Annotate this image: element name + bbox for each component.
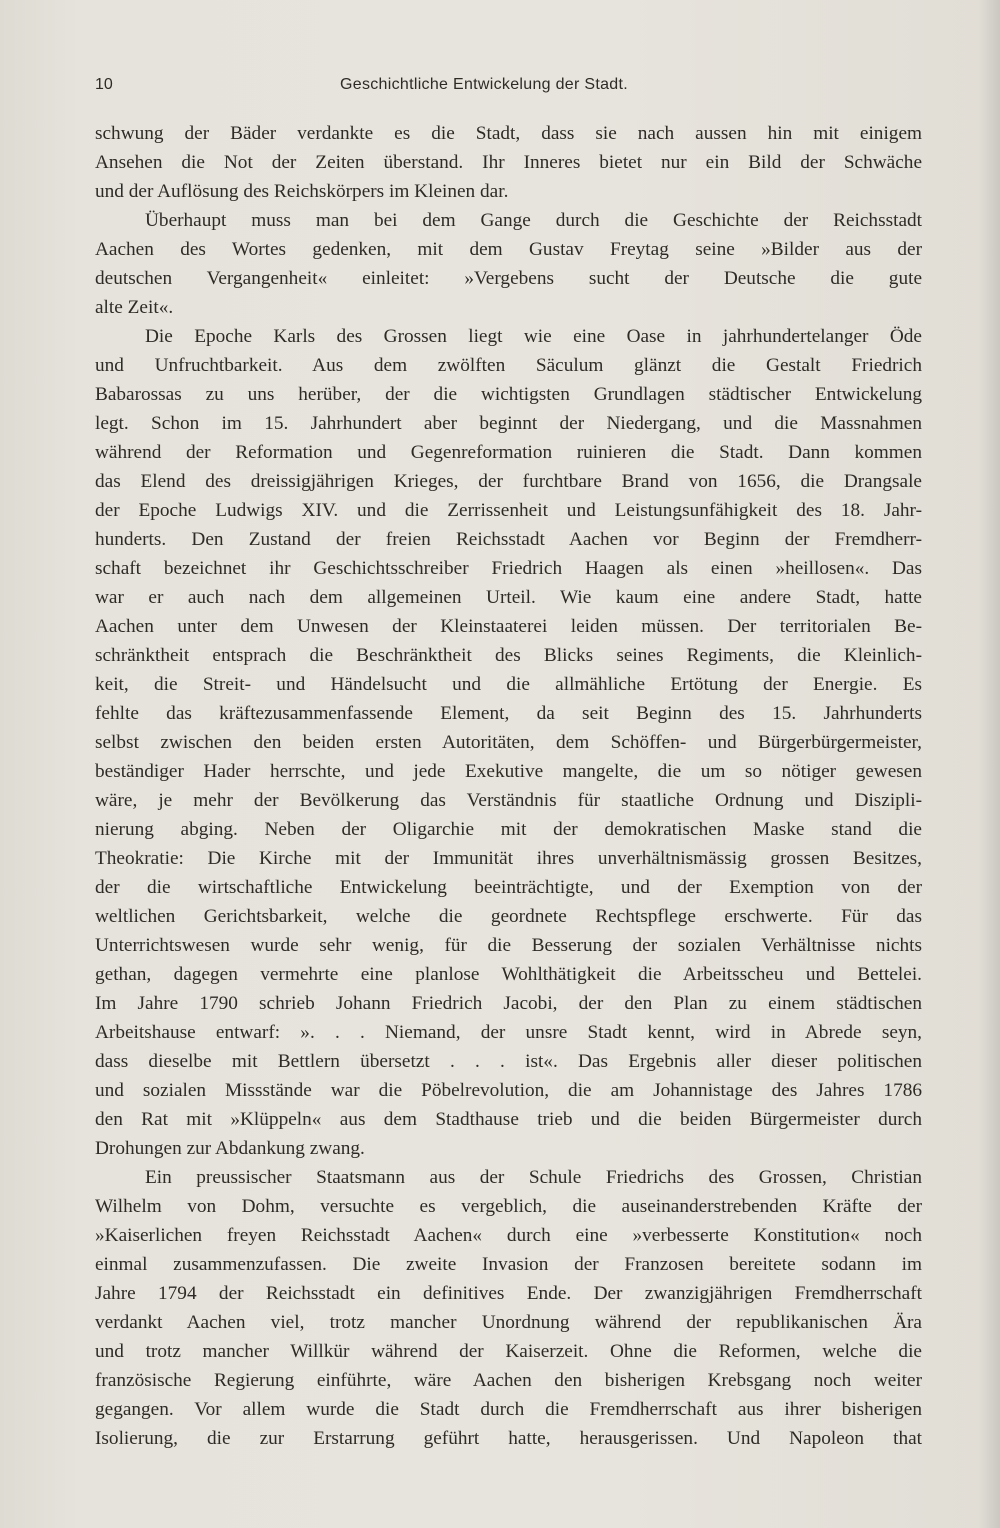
text-line: Aachen des Wortes gedenken, mit dem Gustav Freytag seine »Bilder aus der [95, 239, 922, 260]
text-line: Im Jahre 1790 schrieb Johann Friedrich Jacobi, der den Plan zu einem städtischen [95, 993, 922, 1014]
text-line: und Unfruchtbarkeit. Aus dem zwölften Säculum glänzt die Gestalt Friedrich [95, 355, 922, 376]
text-line: Überhaupt muss man bei dem Gange durch die Geschichte der Reichsstadt [145, 210, 922, 231]
text-line: Wilhelm von Dohm, versuchte es vergeblich, die auseinanderstrebenden Kräfte der [95, 1196, 922, 1217]
text-line: alte Zeit«. [95, 297, 174, 318]
text-line: während der Reformation und Gegenreformation ruinieren die Stadt. Dann kommen [95, 442, 922, 463]
text-line: hunderts. Den Zustand der freien Reichsstadt Aachen vor Beginn der Fremdherr- [95, 529, 922, 550]
page-header [95, 76, 925, 100]
text-line: das Elend des dreissigjährigen Krieges, der furchtbare Brand von 1656, die Drangsale [95, 471, 922, 492]
text-line: der die wirtschaftliche Entwickelung beeinträchtigte, und der Exemption von der [95, 877, 922, 898]
text-line: deutschen Vergangenheit« einleitet: »Vergebens sucht der Deutsche die gute [95, 268, 922, 289]
text-line: gegangen. Vor allem wurde die Stadt durch die Fremdherrschaft aus ihrer bisherigen [95, 1399, 922, 1420]
page-number: 10 [95, 76, 113, 93]
text-line: Ansehen die Not der Zeiten überstand. Ihr Inneres bietet nur ein Bild der Schwäche [95, 152, 922, 173]
text-line: war er auch nach dem allgemeinen Urteil. Wie kaum eine andere Stadt, hatte [95, 587, 922, 608]
text-line: schaft bezeichnet ihr Geschichtsschreiber Friedrich Haagen als einen »heillosen«. Das [95, 558, 922, 579]
text-line: und trotz mancher Willkür während der Kaiserzeit. Ohne die Reformen, welche die [95, 1341, 922, 1362]
text-line: dass dieselbe mit Bettlern übersetzt . . . ist«. Das Ergebnis aller dieser politischen [95, 1051, 922, 1072]
text-line: Babarossas zu uns herüber, der die wichtigsten Grundlagen städtischer Entwickelung [95, 384, 922, 405]
page-edge-shadow [978, 0, 1000, 1528]
text-line: Jahre 1794 der Reichsstadt ein definitives Ende. Der zwanzigjährigen Fremdherrschaft [95, 1283, 922, 1304]
text-line: wäre, je mehr der Bevölkerung das Verständnis für staatliche Ordnung und Diszipli- [95, 790, 922, 811]
running-title: Geschichtliche Entwickelung der Stadt. [340, 76, 628, 93]
paragraph-4 [95, 1163, 922, 1453]
text-line: Arbeitshause entwarf: ». . . Niemand, der unsre Stadt kennt, wird in Abrede seyn, [95, 1022, 922, 1043]
text-line: Theokratie: Die Kirche mit der Immunität ihres unverhältnismässig grossen Besitzes, [95, 848, 922, 869]
text-line: »Kaiserlichen freyen Reichsstadt Aachen« durch eine »verbesserte Konstitution« noch [95, 1225, 922, 1246]
text-line: einmal zusammenzufassen. Die zweite Invasion der Franzosen bereitete sodann im [95, 1254, 922, 1275]
text-line: Isolierung, die zur Erstarrung geführt hatte, herausgerissen. Und Napoleon that [95, 1428, 922, 1449]
text-line: nierung abging. Neben der Oligarchie mit der demokratischen Maske stand die [95, 819, 922, 840]
paragraph-3 [95, 322, 922, 1163]
text-line: und sozialen Missstände war die Pöbelrevolution, die am Johannistage des Jahres 1786 [95, 1080, 922, 1101]
text-line: Drohungen zur Abdankung zwang. [95, 1138, 365, 1159]
text-line: Die Epoche Karls des Grossen liegt wie eine Oase in jahrhundertelanger Öde [145, 326, 922, 347]
text-line: Aachen unter dem Unwesen der Kleinstaaterei leiden müssen. Der territorialen Be- [95, 616, 922, 637]
text-line: keit, die Streit- und Händelsucht und die allmähliche Ertötung der Energie. Es [95, 674, 922, 695]
text-line: verdankt Aachen viel, trotz mancher Unordnung während der republikanischen Ära [95, 1312, 922, 1333]
text-line: Ein preussischer Staatsmann aus der Schule Friedrichs des Grossen, Christian [145, 1167, 922, 1188]
text-line: weltlichen Gerichtsbarkeit, welche die geordnete Rechtspflege erschwerte. Für das [95, 906, 922, 927]
text-line: und der Auflösung des Reichskörpers im Kleinen dar. [95, 181, 509, 202]
text-line: Unterrichtswesen wurde sehr wenig, für die Besserung der sozialen Verhältnisse nichts [95, 935, 922, 956]
text-line: schwung der Bäder verdankte es die Stadt, dass sie nach aussen hin mit einigem [95, 123, 922, 144]
body-text [95, 119, 922, 1453]
text-line: fehlte das kräftezusammenfassende Element, da seit Beginn des 15. Jahrhunderts [95, 703, 922, 724]
text-line: französische Regierung einführte, wäre Aachen den bisherigen Krebsgang noch weiter [95, 1370, 922, 1391]
text-line: beständiger Hader herrschte, und jede Exekutive mangelte, die um so nötiger gewesen [95, 761, 922, 782]
text-line: schränktheit entsprach die Beschränktheit des Blicks seines Regiments, die Kleinlich- [95, 645, 922, 666]
text-line: legt. Schon im 15. Jahrhundert aber beginnt der Niedergang, und die Massnahmen [95, 413, 922, 434]
text-line: den Rat mit »Klüppeln« aus dem Stadthause trieb und die beiden Bürgermeister durch [95, 1109, 922, 1130]
text-line: der Epoche Ludwigs XIV. und die Zerrissenheit und Leistungsunfähigkeit des 18. Jahr- [95, 500, 922, 521]
text-line: gethan, dagegen vermehrte eine planlose Wohlthätigkeit die Arbeitsscheu und Bettelei. [95, 964, 922, 985]
paragraph-1 [95, 119, 922, 206]
text-line: selbst zwischen den beiden ersten Autoritäten, dem Schöffen- und Bürgerbürgermeister, [95, 732, 922, 753]
paragraph-2 [95, 206, 922, 322]
